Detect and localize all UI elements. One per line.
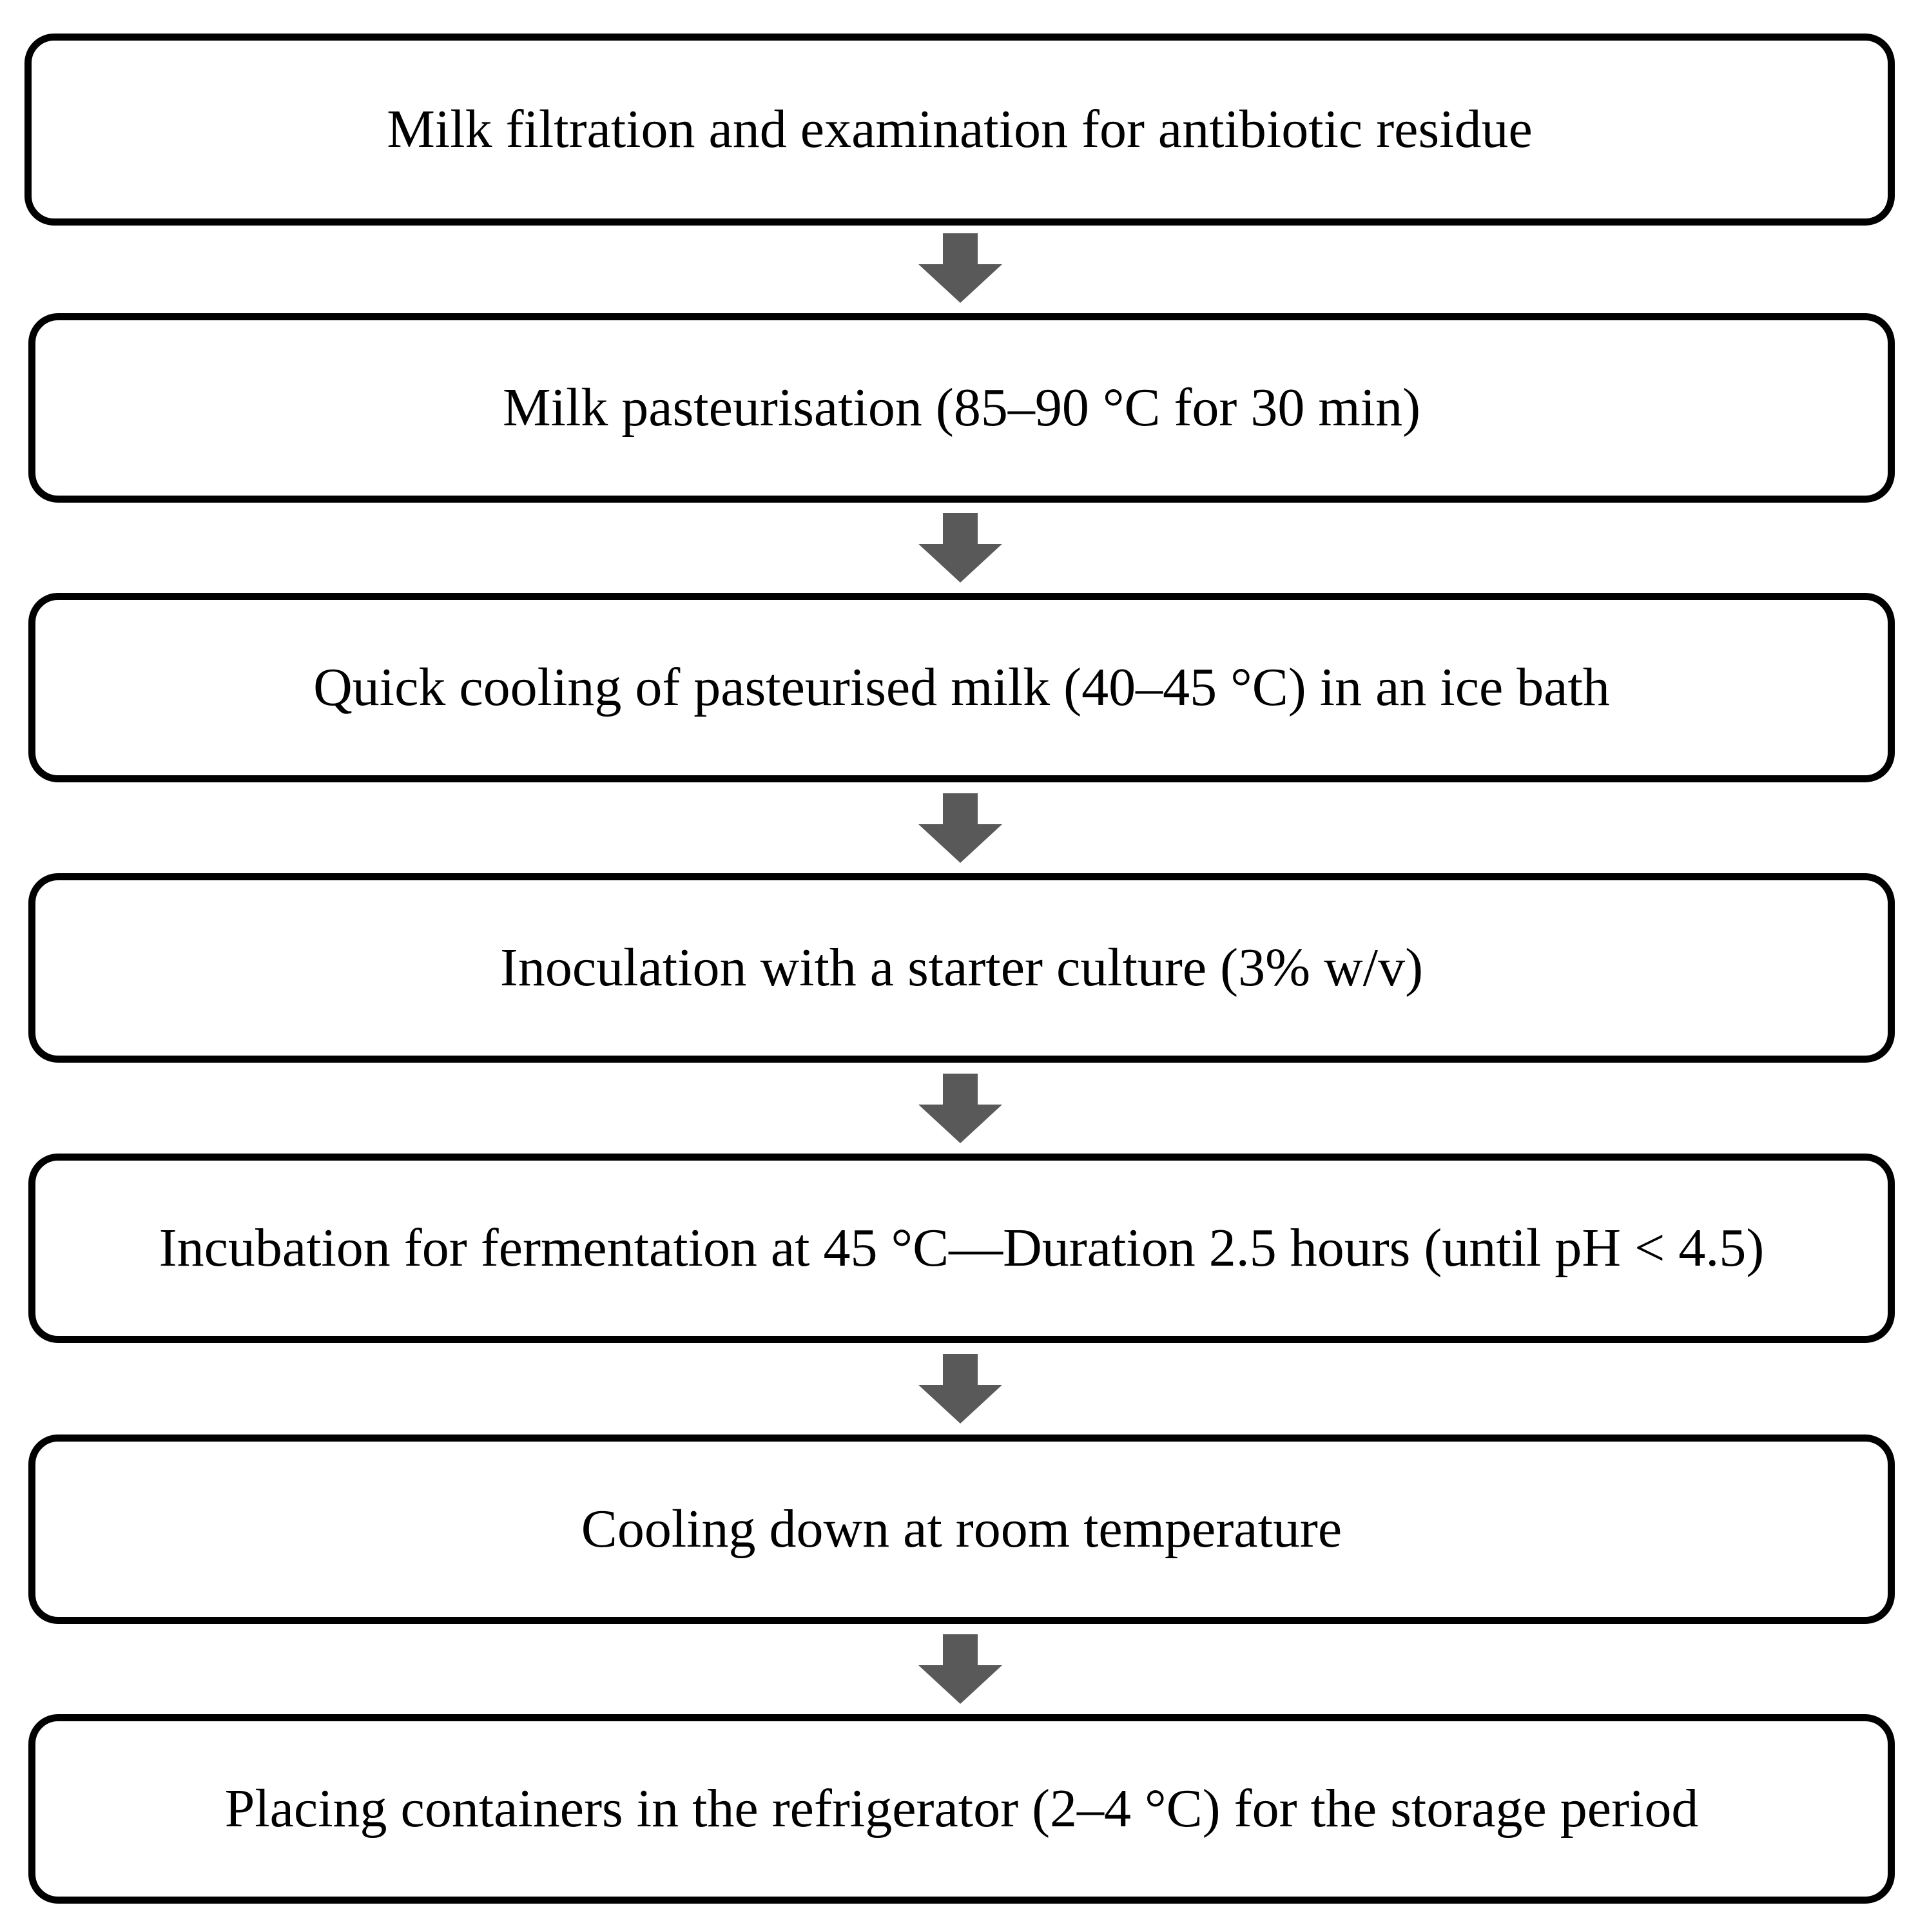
down-arrow-icon	[918, 1074, 1002, 1143]
flowchart-step-quick-cooling	[28, 593, 1895, 782]
down-arrow-icon	[918, 1354, 1002, 1424]
flowchart-step-inoculation	[28, 873, 1895, 1063]
flowchart-step-milk-filtration	[24, 34, 1895, 226]
down-arrow-icon	[918, 513, 1002, 583]
step-label: Incubation for fermentation at 45 °C—Duration 2.5 hours (until pH < 4.5)	[159, 1218, 1765, 1278]
down-arrow-icon	[918, 1634, 1002, 1704]
step-label: Cooling down at room temperature	[581, 1499, 1342, 1559]
down-arrow-icon	[918, 233, 1002, 303]
flowchart-step-pasteurisation	[28, 313, 1895, 503]
flowchart-step-refrigeration	[28, 1714, 1895, 1904]
step-label: Inoculation with a starter culture (3% w/v)	[499, 938, 1424, 998]
step-label: Placing containers in the refrigerator (2–4 °C) for the storage period	[224, 1779, 1699, 1839]
step-label: Milk pasteurisation (85–90 °C for 30 min)	[502, 378, 1421, 438]
down-arrow-icon	[918, 793, 1002, 863]
flowchart-step-room-cooling	[28, 1435, 1895, 1624]
flowchart-step-incubation	[28, 1154, 1895, 1343]
step-label: Milk filtration and examination for antibiotic residue	[387, 99, 1533, 159]
step-label: Quick cooling of pasteurised milk (40–45 °C) in an ice bath	[313, 657, 1610, 717]
